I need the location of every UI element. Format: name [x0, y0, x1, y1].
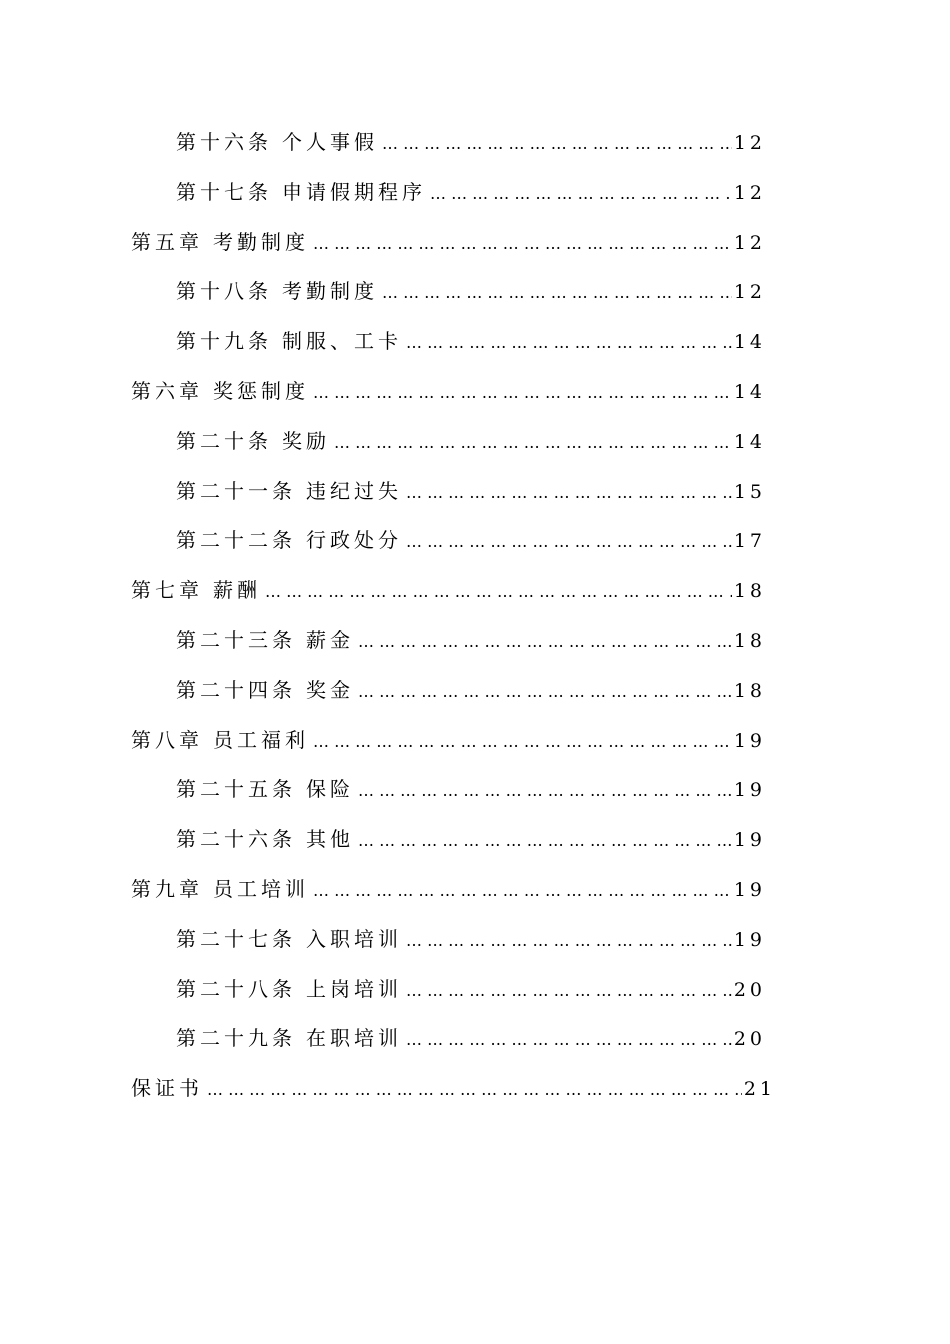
toc-entry-label [131, 375, 309, 404]
toc-entry-title: 奖励 [282, 428, 330, 453]
toc-entry[interactable] [131, 873, 766, 923]
toc-entry-page: 12 [733, 132, 766, 154]
toc-entry-title: 考勤制度 [282, 279, 378, 304]
toc-entry[interactable] [131, 176, 766, 226]
toc-entry-page: 19 [733, 729, 766, 752]
toc-entry[interactable] [131, 574, 766, 624]
toc-entry-label [131, 574, 261, 603]
toc-entry-title: 申请假期程序 [282, 179, 426, 204]
dot-leader [430, 184, 732, 203]
toc-entry-label [176, 425, 330, 454]
toc-entry[interactable] [131, 923, 766, 973]
toc-entry-number: 第二十六条 [176, 827, 296, 852]
toc-entry-title: 违纪过失 [306, 478, 402, 503]
toc-entry-label [176, 674, 354, 703]
toc-entry[interactable] [131, 674, 766, 724]
toc-entry-page: 15 [733, 480, 766, 503]
toc-entry-page: 12 [733, 231, 766, 254]
toc-entry[interactable] [131, 226, 766, 276]
toc-entry-number: 第二十七条 [176, 926, 296, 951]
toc-entry-page: 18 [733, 580, 766, 603]
dot-leader [358, 831, 732, 850]
dot-leader [406, 1030, 732, 1049]
toc-entry-title: 奖金 [306, 677, 354, 702]
dot-leader [207, 1080, 742, 1099]
toc-entry-number: 第二十四条 [176, 677, 296, 702]
toc-entry-number: 第二十一条 [176, 478, 296, 503]
toc-entry-title: 其他 [306, 827, 354, 852]
toc-entry-title: 薪酬 [213, 578, 261, 603]
toc-entry-number: 第二十八条 [176, 976, 296, 1001]
toc-entry-title: 入职培训 [306, 926, 402, 951]
toc-entry-page: 17 [733, 530, 766, 553]
toc-entry-number: 第十七条 [176, 179, 272, 204]
toc-entry-label [131, 1072, 203, 1101]
toc-entry-label [176, 176, 426, 205]
toc-entry-page: 12 [733, 181, 766, 204]
toc-entry[interactable] [131, 773, 766, 823]
toc-entry[interactable] [131, 475, 766, 525]
dot-leader [406, 532, 732, 551]
toc-entry[interactable] [131, 524, 766, 574]
toc-entry-label [176, 624, 354, 653]
toc-entry-title: 在职培训 [306, 1026, 402, 1051]
dot-leader [382, 134, 732, 153]
toc-entry-title: 奖惩制度 [213, 378, 309, 403]
dot-leader [406, 483, 732, 502]
toc-entry[interactable] [131, 325, 766, 375]
toc-entry-label [176, 823, 354, 852]
toc-entry-number: 第十九条 [176, 329, 272, 354]
dot-leader [358, 632, 732, 651]
toc-entry-label [176, 524, 402, 553]
table-of-contents [131, 126, 781, 1122]
toc-entry-label [176, 973, 402, 1002]
dot-leader [358, 682, 732, 701]
toc-entry-label [176, 126, 378, 155]
toc-entry-number: 第五章 [131, 229, 203, 254]
toc-entry-label [131, 873, 309, 902]
toc-entry-page: 18 [733, 629, 766, 652]
toc-entry-title: 个人事假 [282, 130, 378, 154]
toc-entry-page: 12 [733, 281, 766, 304]
dot-leader [406, 981, 732, 1000]
toc-entry[interactable] [131, 973, 766, 1023]
toc-entry-label [176, 1022, 402, 1051]
toc-entry-number: 第八章 [131, 727, 203, 752]
dot-leader [313, 881, 732, 900]
toc-entry-label [176, 275, 378, 304]
toc-entry-page: 19 [733, 928, 766, 951]
toc-entry-number: 第二十条 [176, 428, 272, 453]
dot-leader [313, 732, 732, 751]
dot-leader [406, 931, 732, 950]
toc-entry-label [176, 325, 402, 354]
toc-entry[interactable] [131, 1072, 776, 1122]
toc-entry-number: 第九章 [131, 876, 203, 901]
toc-entry-label [176, 773, 354, 802]
toc-entry-title: 员工福利 [213, 727, 309, 752]
toc-entry[interactable] [131, 823, 766, 873]
toc-entry-number: 第十八条 [176, 279, 272, 304]
toc-entry-title: 行政处分 [306, 528, 402, 553]
toc-entry-label [131, 226, 309, 255]
toc-entry-page: 14 [733, 331, 766, 354]
toc-entry-page: 19 [733, 878, 766, 901]
toc-entry-number: 第二十三条 [176, 627, 296, 652]
toc-entry-page: 14 [733, 380, 766, 403]
dot-leader [382, 283, 732, 302]
toc-entry-title: 薪金 [306, 627, 354, 652]
dot-leader [334, 433, 732, 452]
toc-entry-page: 20 [733, 1028, 766, 1051]
toc-entry-label [131, 724, 309, 753]
toc-entry-page: 19 [733, 829, 766, 852]
dot-leader [313, 383, 732, 402]
toc-entry-page: 14 [733, 430, 766, 453]
toc-entry-title: 员工培训 [213, 876, 309, 901]
toc-entry-page: 20 [733, 978, 766, 1001]
toc-entry-title: 考勤制度 [213, 229, 309, 254]
toc-entry-number: 第二十二条 [176, 528, 296, 553]
toc-entry-number: 第二十九条 [176, 1026, 296, 1051]
dot-leader [358, 781, 732, 800]
toc-entry[interactable] [131, 375, 766, 425]
toc-entry-number: 第二十五条 [176, 777, 296, 802]
toc-entry-title: 保证书 [131, 1076, 203, 1101]
toc-entry-label [176, 475, 402, 504]
toc-entry-number: 第七章 [131, 578, 203, 603]
toc-entry-page: 19 [733, 779, 766, 802]
toc-entry-title: 制服、工卡 [282, 329, 402, 354]
toc-entry-title: 上岗培训 [306, 976, 402, 1001]
toc-entry[interactable] [131, 126, 766, 176]
dot-leader [265, 582, 732, 601]
toc-entry[interactable] [131, 624, 766, 674]
toc-entry[interactable] [131, 724, 766, 774]
toc-entry-title: 保险 [306, 777, 354, 802]
dot-leader [313, 234, 732, 253]
toc-entry-number: 第十六条 [176, 130, 272, 154]
toc-entry[interactable] [131, 1022, 766, 1072]
toc-entry-number: 第六章 [131, 378, 203, 403]
toc-entry[interactable] [131, 275, 766, 325]
dot-leader [406, 333, 732, 352]
toc-entry-page: 18 [733, 679, 766, 702]
toc-entry-label [176, 923, 402, 952]
toc-entry-page: 21 [743, 1078, 776, 1101]
toc-entry[interactable] [131, 425, 766, 475]
